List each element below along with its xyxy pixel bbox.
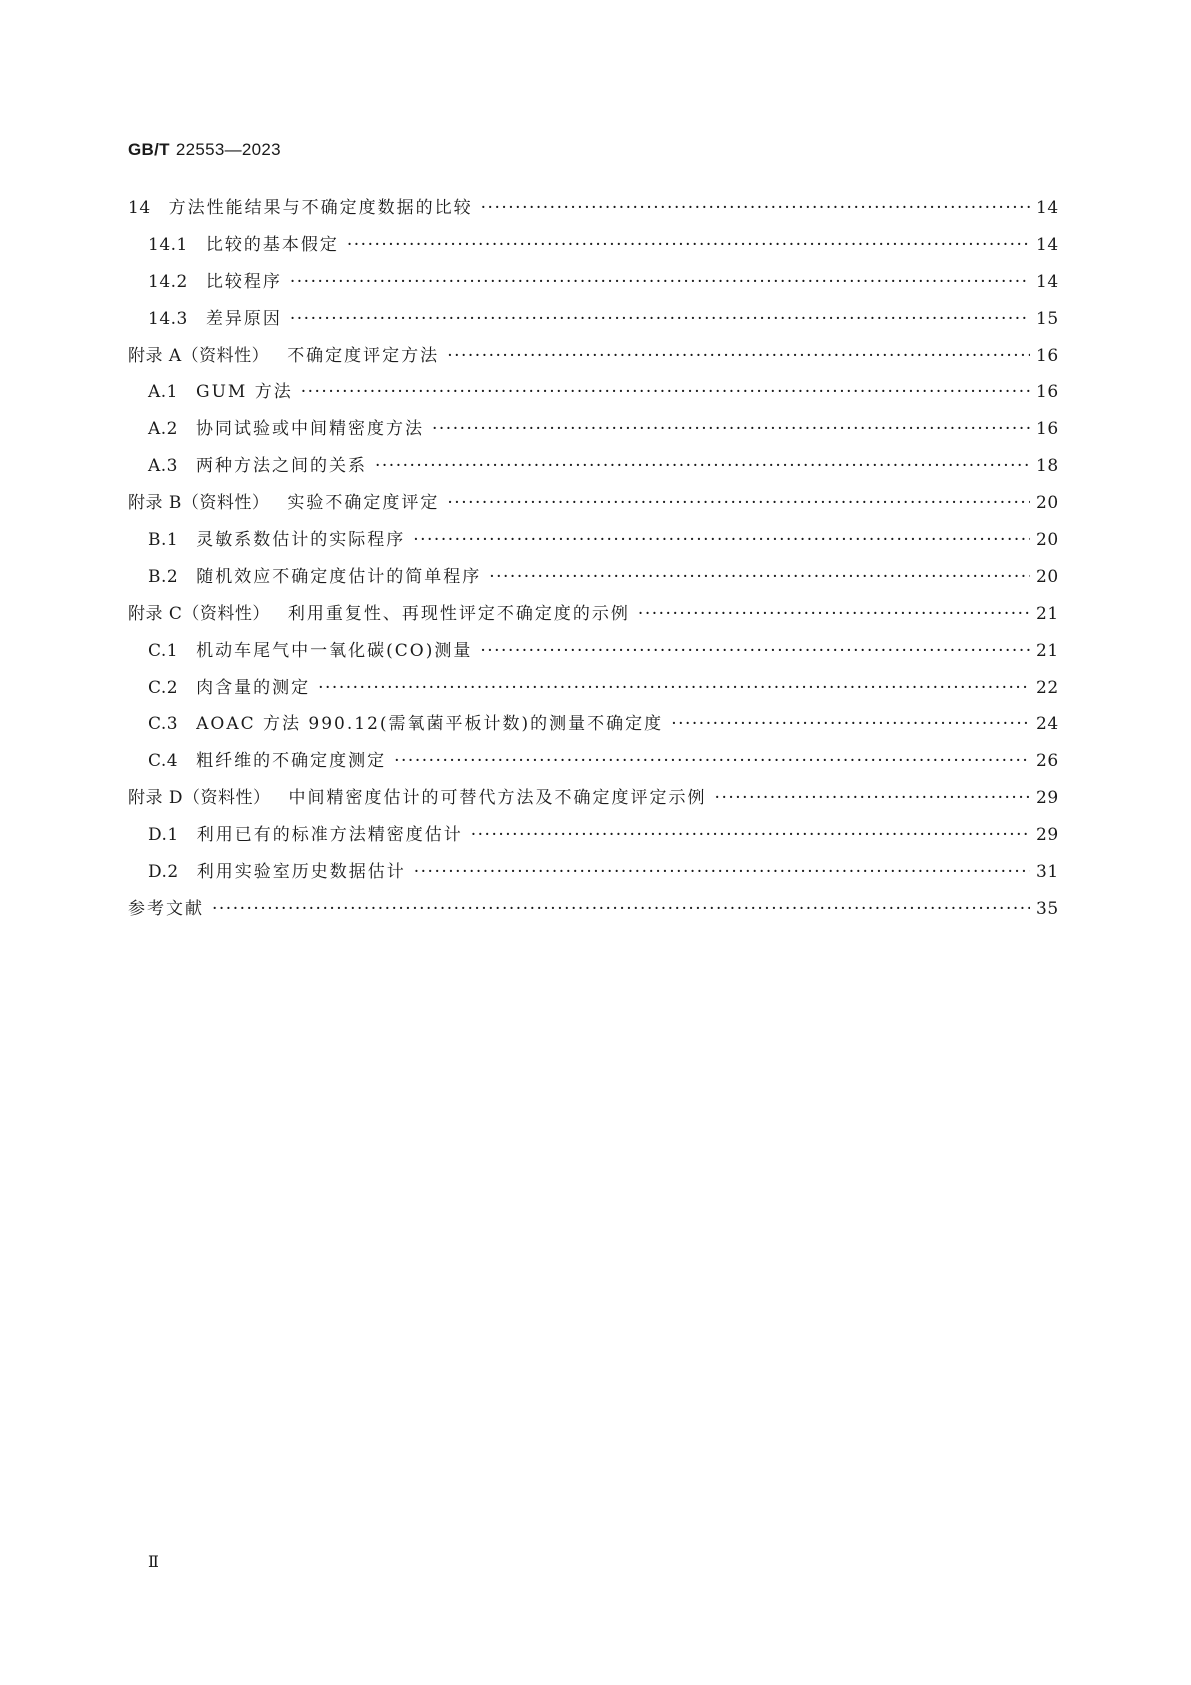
toc-entry-page: 18 — [1036, 456, 1059, 477]
toc-entry[interactable] — [128, 451, 1058, 488]
toc-dot-leader — [347, 235, 1030, 255]
toc-entry-title: 方法性能结果与不确定度数据的比较 — [168, 198, 473, 218]
toc-entry-title: GUM 方法 — [196, 382, 293, 403]
toc-entry-number: 附录 D（资料性） — [128, 788, 271, 809]
toc-entry[interactable] — [128, 414, 1058, 451]
toc-entry-title: 利用已有的标准方法精密度估计 — [196, 825, 463, 846]
toc-entry-number: 附录 C（资料性） — [128, 603, 270, 624]
toc-entry[interactable] — [128, 857, 1058, 894]
toc-entry-title: 比较的基本假定 — [205, 234, 339, 255]
table-of-contents — [128, 193, 1058, 931]
toc-dot-leader — [318, 678, 1030, 698]
toc-entry-number: A.2 — [148, 419, 178, 440]
toc-entry-page: 16 — [1036, 382, 1059, 403]
page-number: Ⅱ — [148, 1552, 159, 1571]
toc-entry[interactable] — [128, 599, 1058, 636]
toc-entry-number: 14.3 — [148, 308, 188, 329]
toc-entry-number: C.2 — [148, 677, 179, 698]
toc-entry-title: 肉含量的测定 — [196, 677, 311, 698]
toc-entry[interactable] — [128, 488, 1058, 525]
toc-entry-number: A.3 — [148, 456, 178, 477]
toc-entry-number: 14.1 — [148, 234, 188, 255]
toc-dot-leader — [447, 346, 1030, 366]
toc-entry-title: 利用重复性、再现性评定不确定度的示例 — [287, 603, 630, 624]
toc-entry-number: 附录 A（资料性） — [128, 345, 270, 366]
toc-entry-title: 比较程序 — [205, 271, 282, 292]
toc-entry-page: 14 — [1036, 198, 1059, 218]
toc-entry-number: C.4 — [148, 751, 179, 772]
toc-entry-title: 利用实验室历史数据估计 — [196, 862, 406, 883]
toc-entry-number: 14.2 — [148, 271, 188, 292]
toc-dot-leader — [413, 530, 1030, 550]
toc-entry[interactable] — [128, 230, 1058, 267]
toc-entry[interactable] — [128, 562, 1058, 599]
toc-entry-title: 机动车尾气中一氧化碳(CO)测量 — [196, 640, 473, 661]
toc-entry-page: 21 — [1036, 603, 1059, 624]
toc-entry-number: C.1 — [148, 640, 179, 661]
toc-entry[interactable] — [128, 783, 1058, 820]
toc-entry-number: B.2 — [148, 566, 179, 587]
toc-entry-page: 14 — [1036, 234, 1059, 255]
toc-entry[interactable] — [128, 709, 1058, 746]
toc-entry-title: 协同试验或中间精密度方法 — [196, 419, 424, 440]
toc-entry-title: 随机效应不确定度估计的简单程序 — [196, 566, 482, 587]
toc-entry-title: 灵敏系数估计的实际程序 — [196, 530, 406, 551]
toc-entry-title: 粗纤维的不确定度测定 — [196, 751, 387, 772]
toc-entry[interactable] — [128, 673, 1058, 710]
standard-prefix: GB/T — [128, 140, 170, 159]
toc-entry-page: 20 — [1036, 566, 1059, 587]
toc-entry-page: 29 — [1036, 788, 1059, 809]
toc-entry-page: 16 — [1036, 419, 1059, 440]
toc-entry[interactable] — [128, 341, 1058, 378]
toc-entry-page: 21 — [1036, 640, 1059, 661]
toc-dot-leader — [489, 567, 1030, 587]
toc-dot-leader — [638, 604, 1030, 624]
toc-entry-page: 26 — [1036, 751, 1059, 772]
toc-entry-title: 不确定度评定方法 — [287, 345, 440, 366]
toc-entry-number: 附录 B（资料性） — [128, 493, 270, 514]
toc-dot-leader — [480, 641, 1030, 661]
toc-dot-leader — [414, 862, 1030, 882]
toc-entry-page: 14 — [1036, 271, 1059, 292]
toc-entry-page: 31 — [1036, 862, 1059, 883]
toc-dot-leader — [290, 309, 1030, 329]
toc-entry-title: 两种方法之间的关系 — [196, 456, 367, 477]
toc-dot-leader — [447, 493, 1030, 513]
toc-entry-title: 差异原因 — [205, 308, 282, 329]
toc-entry-page: 16 — [1036, 345, 1059, 366]
toc-entry-number: B.1 — [148, 530, 179, 551]
toc-entry-page: 24 — [1036, 714, 1059, 735]
toc-dot-leader — [481, 198, 1030, 218]
toc-dot-leader — [715, 788, 1030, 808]
toc-entry-number: A.1 — [148, 382, 178, 403]
standard-number: 22553—2023 — [175, 140, 281, 159]
toc-entry[interactable] — [128, 894, 1058, 931]
toc-dot-leader — [290, 272, 1030, 292]
toc-dot-leader — [212, 899, 1030, 919]
toc-entry[interactable] — [128, 267, 1058, 304]
toc-entry-page: 29 — [1036, 825, 1059, 846]
toc-entry-number: 14 — [128, 198, 151, 218]
toc-entry-number: C.3 — [148, 714, 179, 735]
toc-entry-page: 15 — [1036, 308, 1059, 329]
toc-entry-page: 22 — [1036, 677, 1059, 698]
toc-dot-leader — [432, 419, 1030, 439]
toc-entry-number: D.1 — [148, 825, 179, 846]
toc-entry-page: 20 — [1036, 530, 1059, 551]
toc-entry[interactable] — [128, 636, 1058, 673]
toc-entry[interactable] — [128, 193, 1058, 230]
toc-entry-page: 20 — [1036, 493, 1059, 514]
toc-entry-page: 35 — [1036, 898, 1059, 919]
toc-dot-leader — [394, 751, 1030, 771]
toc-entry[interactable] — [128, 377, 1058, 414]
toc-entry-title: 中间精密度估计的可替代方法及不确定度评定示例 — [288, 788, 707, 809]
toc-entry[interactable] — [128, 525, 1058, 562]
toc-entry-number: D.2 — [148, 862, 179, 883]
document-code — [128, 140, 281, 160]
toc-dot-leader — [375, 456, 1030, 476]
toc-entry-title: 实验不确定度评定 — [287, 493, 440, 514]
toc-entry[interactable] — [128, 746, 1058, 783]
toc-entry[interactable] — [128, 820, 1058, 857]
toc-dot-leader — [471, 825, 1030, 845]
toc-dot-leader — [301, 382, 1030, 402]
toc-dot-leader — [671, 714, 1030, 734]
toc-entry-title: 参考文献 — [128, 898, 204, 919]
toc-entry-title: AOAC 方法 990.12(需氧菌平板计数)的测量不确定度 — [196, 714, 664, 735]
toc-entry[interactable] — [128, 304, 1058, 341]
